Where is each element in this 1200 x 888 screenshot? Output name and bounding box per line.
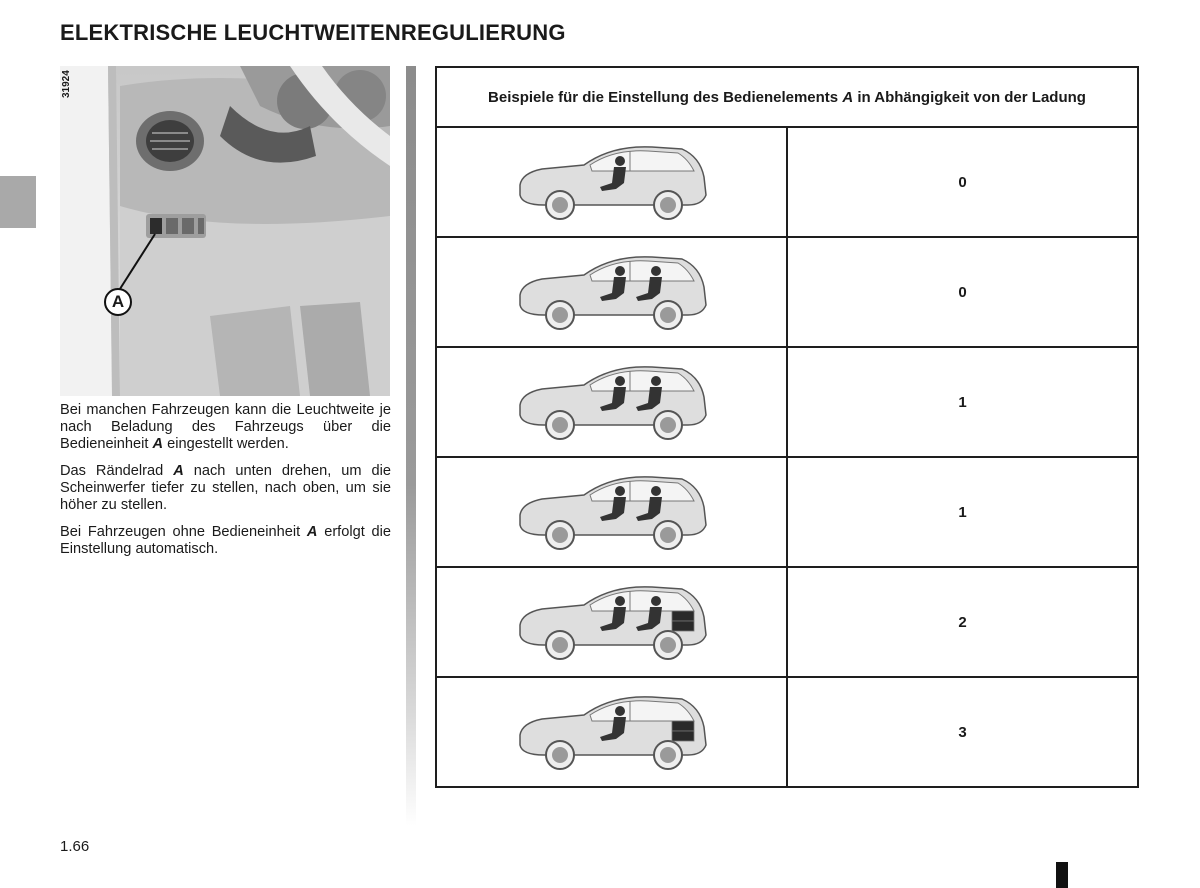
description-text: [60, 402, 391, 568]
table-row: [436, 127, 1138, 237]
table-row: [436, 677, 1138, 787]
photo-reference-number: 31924: [61, 70, 72, 98]
car-load-illustration-front-rear: [436, 347, 787, 457]
setting-value: 0: [787, 237, 1138, 347]
paragraph-2: Das Rändelrad A nach unten drehen, um die Scheinwerfer tiefer zu stellen, nach oben, um sie höher zu stellen.: [60, 463, 391, 513]
column-divider: [406, 66, 416, 826]
table-row: [436, 347, 1138, 457]
car-load-illustration-full: [436, 457, 787, 567]
setting-value: 1: [787, 457, 1138, 567]
setting-value: 0: [787, 127, 1138, 237]
load-settings-table: [435, 66, 1139, 788]
setting-value: 2: [787, 567, 1138, 677]
page-number: 1.66: [60, 838, 90, 855]
table-row: [436, 567, 1138, 677]
page-edge-marker: [1056, 862, 1068, 888]
page-title: ELEKTRISCHE LEUCHTWEITENREGULIERUNG: [60, 20, 566, 45]
paragraph-1: Bei manchen Fahrzeugen kann die Leuchtweite je nach Beladung des Fahrzeugs über die Bedieneinheit A eingestellt werden.: [60, 402, 391, 452]
paragraph-3: Bei Fahrzeugen ohne Bedieneinheit A erfolgt die Einstellung automatisch.: [60, 524, 391, 557]
chapter-tab: [0, 176, 36, 228]
car-load-illustration-full-with-luggage: [436, 567, 787, 677]
callout-label: A: [111, 292, 125, 311]
car-load-illustration-driver-with-luggage: [436, 677, 787, 787]
table-header: Beispiele für die Einstellung des Bedienelements A in Abhängigkeit von der Ladung: [436, 67, 1138, 127]
car-load-illustration-two-front: [436, 237, 787, 347]
dashboard-photo: [60, 66, 390, 396]
table-row: [436, 457, 1138, 567]
setting-value: 1: [787, 347, 1138, 457]
car-load-illustration-driver: [436, 127, 787, 237]
table-row: [436, 237, 1138, 347]
setting-value: 3: [787, 677, 1138, 787]
